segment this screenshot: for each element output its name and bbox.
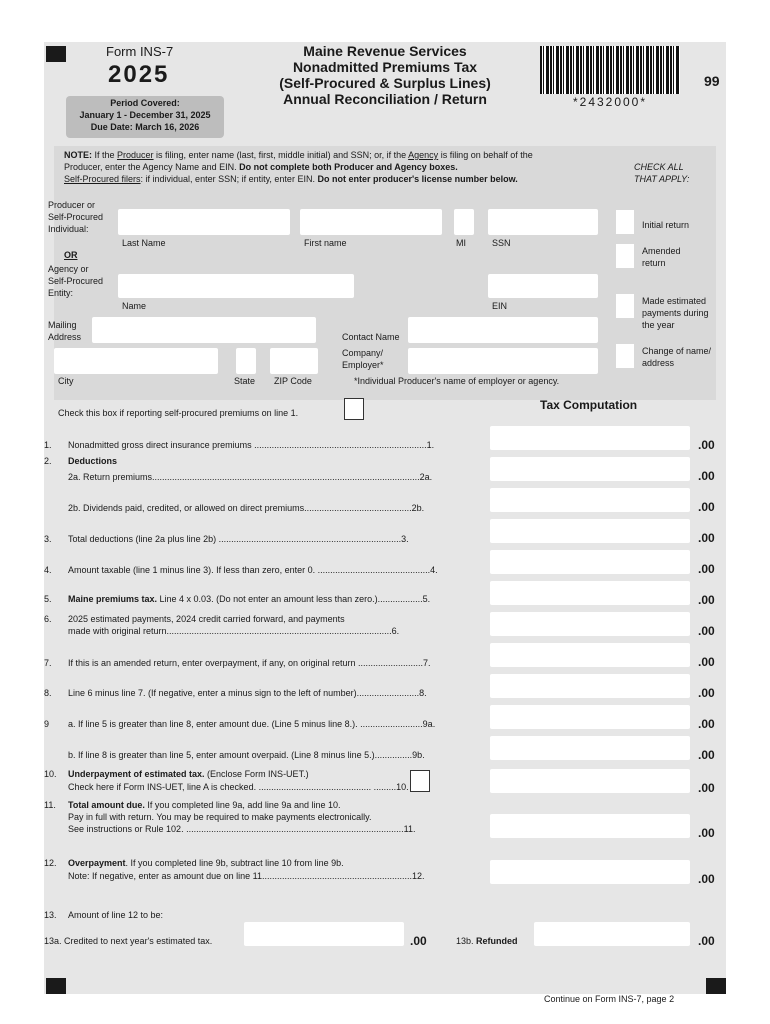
line-10-amount[interactable]	[490, 769, 690, 793]
line-12-cents: .00	[698, 872, 715, 886]
line-2b-label: 2b. Dividends paid, credited, or allowed on direct premiums...........................................2b.	[68, 503, 425, 513]
line-5-amount[interactable]	[490, 581, 690, 605]
line-13b-cents: .00	[698, 934, 715, 948]
line-6-num: 6.	[44, 614, 52, 624]
line-6-label: 2025 estimated payments, 2024 credit carried forward, and payments	[68, 614, 345, 624]
line-9a-cents: .00	[698, 717, 715, 731]
line-11-num: 11.	[44, 800, 56, 810]
line-3-label: Total deductions (line 2a plus line 2b) .........................................................................3.	[68, 534, 409, 544]
due-date: Due Date: March 16, 2026	[90, 122, 200, 132]
line-13b-amount[interactable]	[534, 922, 690, 946]
company-label-2: Employer*	[342, 360, 384, 370]
registration-mark-bottom-right	[706, 978, 726, 994]
estimated-label-3: the year	[642, 320, 675, 330]
line-2b-amount[interactable]	[490, 488, 690, 512]
ssn-field[interactable]	[488, 209, 598, 235]
or-label: OR	[64, 250, 78, 260]
line-13-label: Amount of line 12 to be:	[68, 910, 164, 920]
title-tax: Nonadmitted Premiums Tax	[292, 59, 478, 75]
line-12-num: 12.	[44, 858, 57, 868]
line-13a-label: 13a. Credited to next year's estimated tax.	[44, 936, 213, 946]
agency-label-2: Self-Procured	[48, 276, 104, 286]
tax-computation-heading: Tax Computation	[540, 398, 638, 412]
producer-label-1: Producer or	[48, 200, 96, 210]
line-12-amount[interactable]	[490, 860, 690, 884]
estimated-label-2: payments during	[642, 308, 709, 318]
line-8-cents: .00	[698, 686, 715, 700]
registration-mark-bottom-left	[46, 978, 66, 994]
line-13a-cents: .00	[410, 934, 427, 948]
note-line-3: Self-Procured filers: if individual, enter SSN; if entity, enter EIN. Do not enter producer's license number below.	[64, 174, 518, 184]
change-name-checkbox[interactable]	[616, 344, 634, 368]
line-2-num: 2.	[44, 456, 52, 466]
amended-label-2: return	[642, 258, 666, 268]
ein-field[interactable]	[488, 274, 598, 298]
line-7-label: If this is an amended return, enter overpayment, if any, on original return ..........................7.	[68, 658, 431, 668]
line-6-label-2: made with original return..........................................................................................6.	[68, 626, 400, 636]
mi-field[interactable]	[454, 209, 474, 235]
line-11-cents: .00	[698, 826, 715, 840]
line-10-cents: .00	[698, 781, 715, 795]
line-2a-cents: .00	[698, 469, 715, 483]
mailing-label-1: Mailing	[48, 320, 77, 330]
contact-name-field[interactable]	[408, 317, 598, 343]
line-12-label-2: Note: If negative, enter as amount due on line 11............................................................12.	[68, 871, 425, 881]
state-field[interactable]	[236, 348, 256, 374]
line-5-label: Maine premiums tax. Line 4 x 0.03. (Do not enter an amount less than zero.)..................5.	[68, 594, 431, 604]
change-label-1: Change of name/	[642, 346, 712, 356]
amended-label-1: Amended	[642, 246, 681, 256]
note-line-2: Producer, enter the Agency Name and EIN. Do not complete both Producer and Agency boxes.	[64, 162, 458, 172]
footer-continue: Continue on Form INS-7, page 2	[544, 994, 675, 1004]
employer-footnote: *Individual Producer's name of employer or agency.	[354, 376, 560, 386]
line-1-amount[interactable]	[490, 426, 690, 450]
check-all-title-2: THAT APPLY:	[634, 174, 690, 184]
line-9a-amount[interactable]	[490, 705, 690, 729]
line-4-cents: .00	[698, 562, 715, 576]
line-1-label: Nonadmitted gross direct insurance premiums .....................................................................1.	[68, 440, 435, 450]
mi-label: MI	[456, 238, 466, 248]
producer-label-3: Individual:	[48, 224, 89, 234]
line-10-label-2: Check here if Form INS-UET, line A is checked. ............................................. .........10.	[68, 782, 409, 792]
line-2a-label: 2a. Return premiums...........................................................................................................2a.	[68, 472, 433, 482]
title-return: Annual Reconciliation / Return	[283, 91, 487, 107]
period-range: January 1 - December 31, 2025	[79, 110, 211, 120]
line-4-label: Amount taxable (line 1 minus line 3). If less than zero, enter 0. .............................................4.	[68, 565, 438, 575]
last-name-label: Last Name	[122, 238, 166, 248]
form-label: Form INS-7	[106, 44, 174, 59]
line-2a-amount[interactable]	[490, 457, 690, 481]
ins-uet-checkbox[interactable]	[410, 770, 430, 792]
line-9b-cents: .00	[698, 748, 715, 762]
line-13b-label: 13b. Refunded	[456, 936, 518, 946]
line-13-num: 13.	[44, 910, 57, 920]
city-label: City	[58, 376, 74, 386]
line-11-amount[interactable]	[490, 814, 690, 838]
line-1-cents: .00	[698, 438, 715, 452]
self-procured-checkbox[interactable]	[344, 398, 364, 420]
line-5-num: 5.	[44, 594, 52, 604]
line-3-cents: .00	[698, 531, 715, 545]
barcode	[540, 46, 680, 94]
ein-label: EIN	[492, 301, 508, 311]
line-8-num: 8.	[44, 688, 52, 698]
contact-name-label: Contact Name	[342, 332, 400, 342]
line-11-label-2: Pay in full with return. You may be required to make payments electronically.	[68, 812, 372, 822]
name-label: Name	[122, 301, 147, 311]
first-name-label: First name	[304, 238, 347, 248]
line-6-cents: .00	[698, 624, 715, 638]
line-7-cents: .00	[698, 655, 715, 669]
line-1-num: 1.	[44, 440, 52, 450]
line-7-amount[interactable]	[490, 643, 690, 667]
line-5-cents: .00	[698, 593, 715, 607]
corner-code: 99	[704, 73, 720, 89]
title-agency: Maine Revenue Services	[303, 43, 467, 59]
estimated-payments-checkbox[interactable]	[616, 294, 634, 318]
mailing-label-2: Address	[48, 332, 82, 342]
initial-return-checkbox[interactable]	[616, 210, 634, 234]
amended-return-checkbox[interactable]	[616, 244, 634, 268]
line-9a-label: a. If line 5 is greater than line 8, enter amount due. (Line 5 minus line 8.). .........................9a.	[68, 719, 436, 729]
state-label: State	[234, 376, 256, 386]
line-2b-cents: .00	[698, 500, 715, 514]
line-10-label: Underpayment of estimated tax. (Enclose Form INS-UET.)	[68, 769, 309, 779]
producer-label-2: Self-Procured	[48, 212, 104, 222]
ssn-label: SSN	[492, 238, 511, 248]
company-label-1: Company/	[342, 348, 384, 358]
line-11-label: Total amount due. If you completed line 9a, add line 9a and line 10.	[68, 800, 341, 810]
line-8-amount[interactable]	[490, 674, 690, 698]
form-page	[44, 42, 726, 994]
line-11-label-3: See instructions or Rule 102. .......................................................................................11.	[68, 824, 416, 834]
title-subtitle: (Self-Procured & Surplus Lines)	[279, 75, 491, 91]
agency-label-3: Entity:	[48, 288, 74, 298]
line-7-num: 7.	[44, 658, 52, 668]
zip-field[interactable]	[270, 348, 318, 374]
line-6-amount[interactable]	[490, 612, 690, 636]
city-field[interactable]	[54, 348, 218, 374]
line-8-label: Line 6 minus line 7. (If negative, enter a minus sign to the left of number).........................8.	[68, 688, 427, 698]
barcode-text: *2432000*	[572, 95, 648, 109]
mailing-address-field[interactable]	[92, 317, 316, 343]
line-4-num: 4.	[44, 565, 52, 575]
line-9b-label: b. If line 8 is greater than line 5, enter amount overpaid. (Line 8 minus line 5.)...............9b.	[68, 750, 425, 760]
first-name-field[interactable]	[300, 209, 442, 235]
line-9-num: 9	[44, 719, 50, 729]
line-10-num: 10.	[44, 769, 57, 779]
note-line-1: NOTE: If the Producer is filing, enter name (last, first, middle initial) and SSN; or, if the Agency is filing on behalf of the	[64, 150, 533, 160]
registration-mark-top-left	[46, 46, 66, 62]
company-employer-field[interactable]	[408, 348, 598, 374]
zip-label: ZIP Code	[274, 376, 312, 386]
initial-return-label: Initial return	[642, 220, 690, 230]
agency-label-1: Agency or	[48, 264, 89, 274]
agency-name-field[interactable]	[118, 274, 354, 298]
line-4-amount[interactable]	[490, 550, 690, 574]
estimated-label-1: Made estimated	[642, 296, 707, 306]
line-2-label: Deductions	[68, 456, 118, 466]
change-label-2: address	[642, 358, 675, 368]
period-title: Period Covered:	[110, 98, 180, 108]
self-procured-check-label: Check this box if reporting self-procured premiums on line 1.	[58, 408, 299, 418]
line-12-label: Overpayment. If you completed line 9b, subtract line 10 from line 9b.	[68, 858, 344, 868]
form-year: 2025	[108, 61, 170, 88]
line-3-num: 3.	[44, 534, 52, 544]
check-all-title-1: CHECK ALL	[634, 162, 684, 172]
line-9b-amount[interactable]	[490, 736, 690, 760]
line-13a-amount[interactable]	[244, 922, 404, 946]
last-name-field[interactable]	[118, 209, 290, 235]
line-3-amount[interactable]	[490, 519, 690, 543]
